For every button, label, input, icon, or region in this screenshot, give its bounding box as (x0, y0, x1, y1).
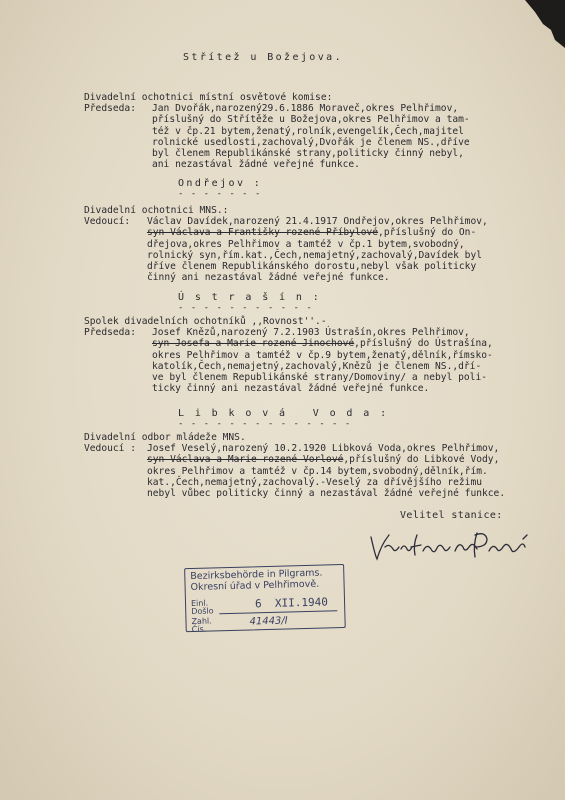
handwritten-signature (365, 525, 540, 565)
text-line: činný ani nezastával žádné veřejné funkce. (147, 272, 390, 284)
org-line: Divadelní ochotnici místní osvětové komise: (84, 92, 333, 103)
heading-underline: - - - - - - - (178, 189, 262, 199)
stamp-date: 6 XII.1940 (254, 595, 329, 611)
text-line: ve byl členem Republikánské strany/Domoviny/ a nebyl poli- (152, 371, 488, 383)
torn-corner (525, 0, 565, 48)
text-fragment: ,příslušný do On- (378, 227, 477, 239)
text-line: Václav Davídek,narozený 21.4.1917 Ondřejov,okres Pelhřimov, (147, 216, 488, 228)
text-line: ani nezastával žádné veřejné funkce. (152, 159, 360, 171)
text-line: rolnické usedlosti,zachovalý,Dvořák je členem NS.,dříve (152, 136, 470, 148)
text-line: byl členem Republikánské strany,politicky činný nebyl, (152, 147, 464, 159)
text-fragment: ,příslušný do Libkové Vody, (343, 454, 500, 466)
struck-text: syn Josefa a Marie rozené Jinochové (152, 338, 355, 350)
stamp-label-cis: Čís. (191, 624, 207, 635)
stamp-label-einl: Einl. (190, 598, 209, 609)
stamp-label-doslo: Došlo (191, 606, 214, 617)
text-line (147, 227, 488, 238)
stamp-line-cz: Okresní úřad v Pelhřimově. (190, 578, 320, 594)
text-fragment: ,příslušný do Ústrašína, (354, 338, 493, 350)
org-line: Spolek divadelních ochotníků ,,Rovnost''.- (84, 316, 327, 327)
text-line: též v čp.21 bytem,ženatý,rolník,evengelík,Čech,majitel (152, 125, 464, 137)
registry-stamp (184, 564, 352, 638)
document-heading: Střítež u Božejova. (183, 52, 343, 63)
role-label: Vedoucí : (84, 443, 136, 455)
place-heading: Ú s t r a š í n : (178, 292, 322, 303)
heading-underline: - - - - - - - - - - - - - - (178, 419, 352, 429)
text-line: rolnický syn,řím.kat.,Čech,nemajetný,zachovalý,Davídek byl (147, 249, 483, 261)
text-line: okres Pelhřimov a tamtéž v čp.9 bytem,ženatý,dělník,římsko- (152, 349, 493, 361)
text-line: nebyl vůbec politicky činný a nezastával žádné veřejné funkce. (147, 487, 506, 499)
text-line: kat.,Čech,nemajetný,zachovalý.-Veselý za dřívějšího režimu (147, 476, 483, 488)
section-3-text (152, 327, 493, 394)
struck-text: syn Václava a Františky rozené Příbylové (147, 227, 379, 239)
text-line: Jan Dvořák,narozený29.6.1886 Moraveč,okres Pelhřimov, (152, 103, 459, 115)
signature-title: Velitel stanice: (400, 510, 503, 521)
text-line (152, 338, 493, 349)
text-line (147, 454, 505, 465)
org-line: Divadelní ochotnici MNS.: (84, 205, 229, 216)
text-line: dřejova,okres Pelhřimov a tamtéž v čp.1 bytem,svobodný, (147, 238, 465, 250)
text-line: ticky činný ani nezastával žádné veřejné funkce. (152, 383, 430, 395)
struck-text: syn Václava a Marie rozené Vorlové (147, 454, 344, 466)
section-4-text (147, 443, 505, 499)
stamp-line-de: Bezirksbehörde in Pilgrams. (190, 567, 323, 583)
stamp-label-zahl: Zahl. (191, 616, 212, 627)
text-line: katolík,Čech,nemajetný,zachovalý,Knězů je členem NS.,dří- (152, 360, 482, 372)
signature-text: Vrch.Stráž.Prokeš (365, 525, 376, 526)
section-1-text (152, 103, 470, 170)
text-line: okres Pelhřimov a tamtéž v čp.14 bytem,svobodný,dělník,řím. (147, 465, 488, 477)
text-line: dříve členem Republikánského dorostu,nebyl však politicky (147, 260, 477, 272)
role-label: Vedoucí: (84, 216, 131, 228)
heading-underline: - - - - - - - - - - - (178, 303, 313, 313)
text-line: Josef Knězů,narozený 7.2.1903 Ústrašín,okres Pelhřimov, (152, 327, 470, 339)
section-2-text (147, 216, 488, 283)
text-line: příslušný do Střítěže u Božejova,okres Pelhřimov a tam- (152, 114, 470, 126)
text-line: Josef Veselý,narozený 10.2.1920 Libková Voda,okres Pelhřimov, (147, 443, 500, 455)
role-label: Předseda: (84, 327, 136, 339)
place-heading: L i b k o v á V o d a : (178, 408, 389, 419)
stamp-number: 41443/I (249, 615, 288, 628)
place-heading: Ondřejov : (178, 178, 263, 189)
role-label: Předseda: (84, 103, 136, 115)
org-line: Divadelní odbor mládeže MNS. (84, 432, 246, 443)
